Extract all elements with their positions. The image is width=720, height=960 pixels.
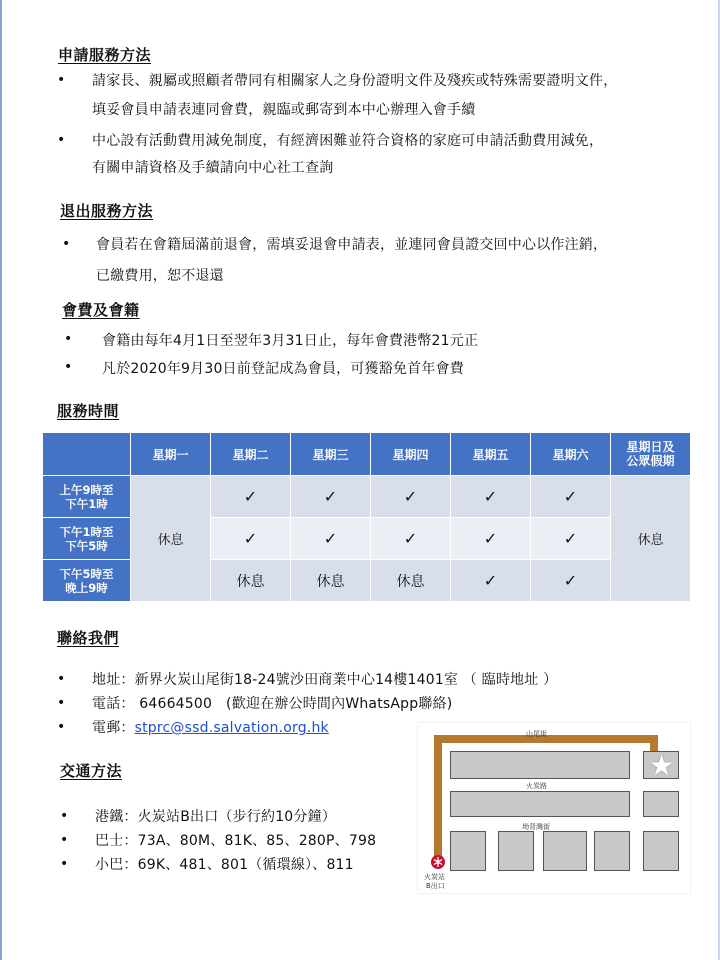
col-header-friday: 星期五 [451,433,531,476]
check-icon: ✓ [243,487,258,506]
hours-heading: 服務時間 [57,402,120,420]
evening-wednesday-cell: 休息 [291,560,371,602]
road-label-au-pui-wan-street: 坳背灣街 [522,823,550,831]
map-building-block [450,751,630,779]
col-header-sunday-line-2: 公眾假期 [626,454,675,468]
apply-item-1-line-1: 請家長、親屬或照顧者帶同有相關家人之身份證明文件及殘疾或特殊需要證明文件， [92,73,618,89]
row-header-evening-line-1: 下午5時至 [59,566,114,581]
page-left-border [0,0,2,960]
service-hours-table [42,432,691,602]
bullet: • [57,695,66,711]
contact-heading: 聯絡我們 [57,629,120,647]
withdraw-heading: 退出服務方法 [60,202,154,220]
sunday-closed-cell: 休息 [611,476,691,602]
bullet: • [57,671,66,687]
membership-item-2: 凡於2020年9月30日前登記成為會員，可獲豁免首年會費 [102,361,464,377]
bullet: • [60,832,69,848]
bullet: • [57,132,66,148]
check-icon: ✓ [483,571,498,590]
map-building-block [498,831,534,871]
destination-star-icon: ★ [649,749,675,782]
check-icon: ✓ [403,529,418,548]
contact-phone: 電話： 64664500 (歡迎在辦公時間內WhatsApp聯絡) [92,696,453,712]
row-header-evening [43,560,131,602]
col-header-sunday-holiday [611,433,691,476]
row-header-evening-line-2: 晚上9時 [65,580,108,595]
transport-bus: 巴士：73A、80M、81K、85、280P、798 [95,833,377,849]
row-header-afternoon [43,518,131,560]
apply-item-1-line-2: 填妥會員申請表連同會費，親臨或郵寄到本中心辦理入會手續 [92,102,476,118]
withdraw-item-line-2: 已繳費用，恕不退還 [96,268,224,284]
transport-minibus: 小巴：69K、481、801（循環線）、811 [95,857,354,873]
check-icon: ✓ [563,529,578,548]
apply-item-2-line-2: 有關申請資格及手續請向中心社工查詢 [92,160,334,176]
evening-tuesday-cell: 休息 [211,560,291,602]
row-header-afternoon-line-2: 下午5時 [65,538,108,553]
col-header-saturday: 星期六 [531,433,611,476]
contact-email-label: 電郵： [92,720,135,736]
contact-email-link[interactable]: stprc@ssd.salvation.org.hk [134,720,329,736]
col-header-wednesday: 星期三 [291,433,371,476]
check-icon: ✓ [483,487,498,506]
check-icon: ✓ [323,529,338,548]
map-building-block [450,831,486,871]
bullet: • [60,856,69,872]
col-header-sunday-line-1: 星期日及 [626,440,675,454]
bullet: • [57,72,66,88]
membership-heading: 會費及會籍 [62,301,140,319]
transport-heading: 交通方法 [60,762,123,780]
apply-item-2-line-1: 中心設有活動費用減免制度，有經濟困難並符合資格的家庭可申請活動費用減免， [92,133,604,149]
station-label-line-2: B出口 [426,882,445,890]
map-building-block [594,831,630,871]
row-header-morning [43,476,131,518]
col-header-tuesday: 星期二 [211,433,291,476]
col-header-thursday: 星期四 [371,433,451,476]
map-building-block [643,831,679,871]
contact-address: 地址：新界火炭山尾街18-24號沙田商業中心14樓1401室 （ 臨時地址 ） [92,672,558,688]
station-label-line-1: 火炭站 [424,873,445,881]
check-icon: ✓ [403,487,418,506]
check-icon: ✓ [243,529,258,548]
bullet: • [64,331,73,347]
row-header-afternoon-line-1: 下午1時至 [59,524,114,539]
map-building-block [543,831,587,871]
map-building-block [450,791,630,817]
road-label-fo-tan-road: 火炭路 [526,782,547,790]
bullet: • [64,359,73,375]
bullet: • [60,808,69,824]
mtr-logo-icon [431,855,445,869]
table-corner [43,433,131,476]
map-building-block [643,791,679,817]
row-header-morning-line-2: 下午1時 [65,496,108,511]
check-icon: ✓ [563,571,578,590]
check-icon: ✓ [323,487,338,506]
transport-mtr: 港鐵：火炭站B出口（步行約10分鐘） [95,809,337,825]
apply-heading: 申請服務方法 [58,46,152,64]
monday-closed-cell: 休息 [131,476,211,602]
evening-thursday-cell: 休息 [371,560,451,602]
road-label-shan-mei-street: 山尾街 [526,730,547,738]
row-header-morning-line-1: 上午9時至 [59,482,114,497]
col-header-monday: 星期一 [131,433,211,476]
membership-item-1: 會籍由每年4月1日至翌年3月31日止，每年會費港幣21元正 [102,333,479,349]
withdraw-item-line-1: 會員若在會籍屆滿前退會，需填妥退會申請表，並連同會員證交回中心以作注銷， [96,237,608,253]
check-icon: ✓ [563,487,578,506]
location-map [418,723,690,893]
bullet: • [62,236,71,252]
check-icon: ✓ [483,529,498,548]
contact-email-row [92,717,329,737]
bullet: • [57,719,66,735]
